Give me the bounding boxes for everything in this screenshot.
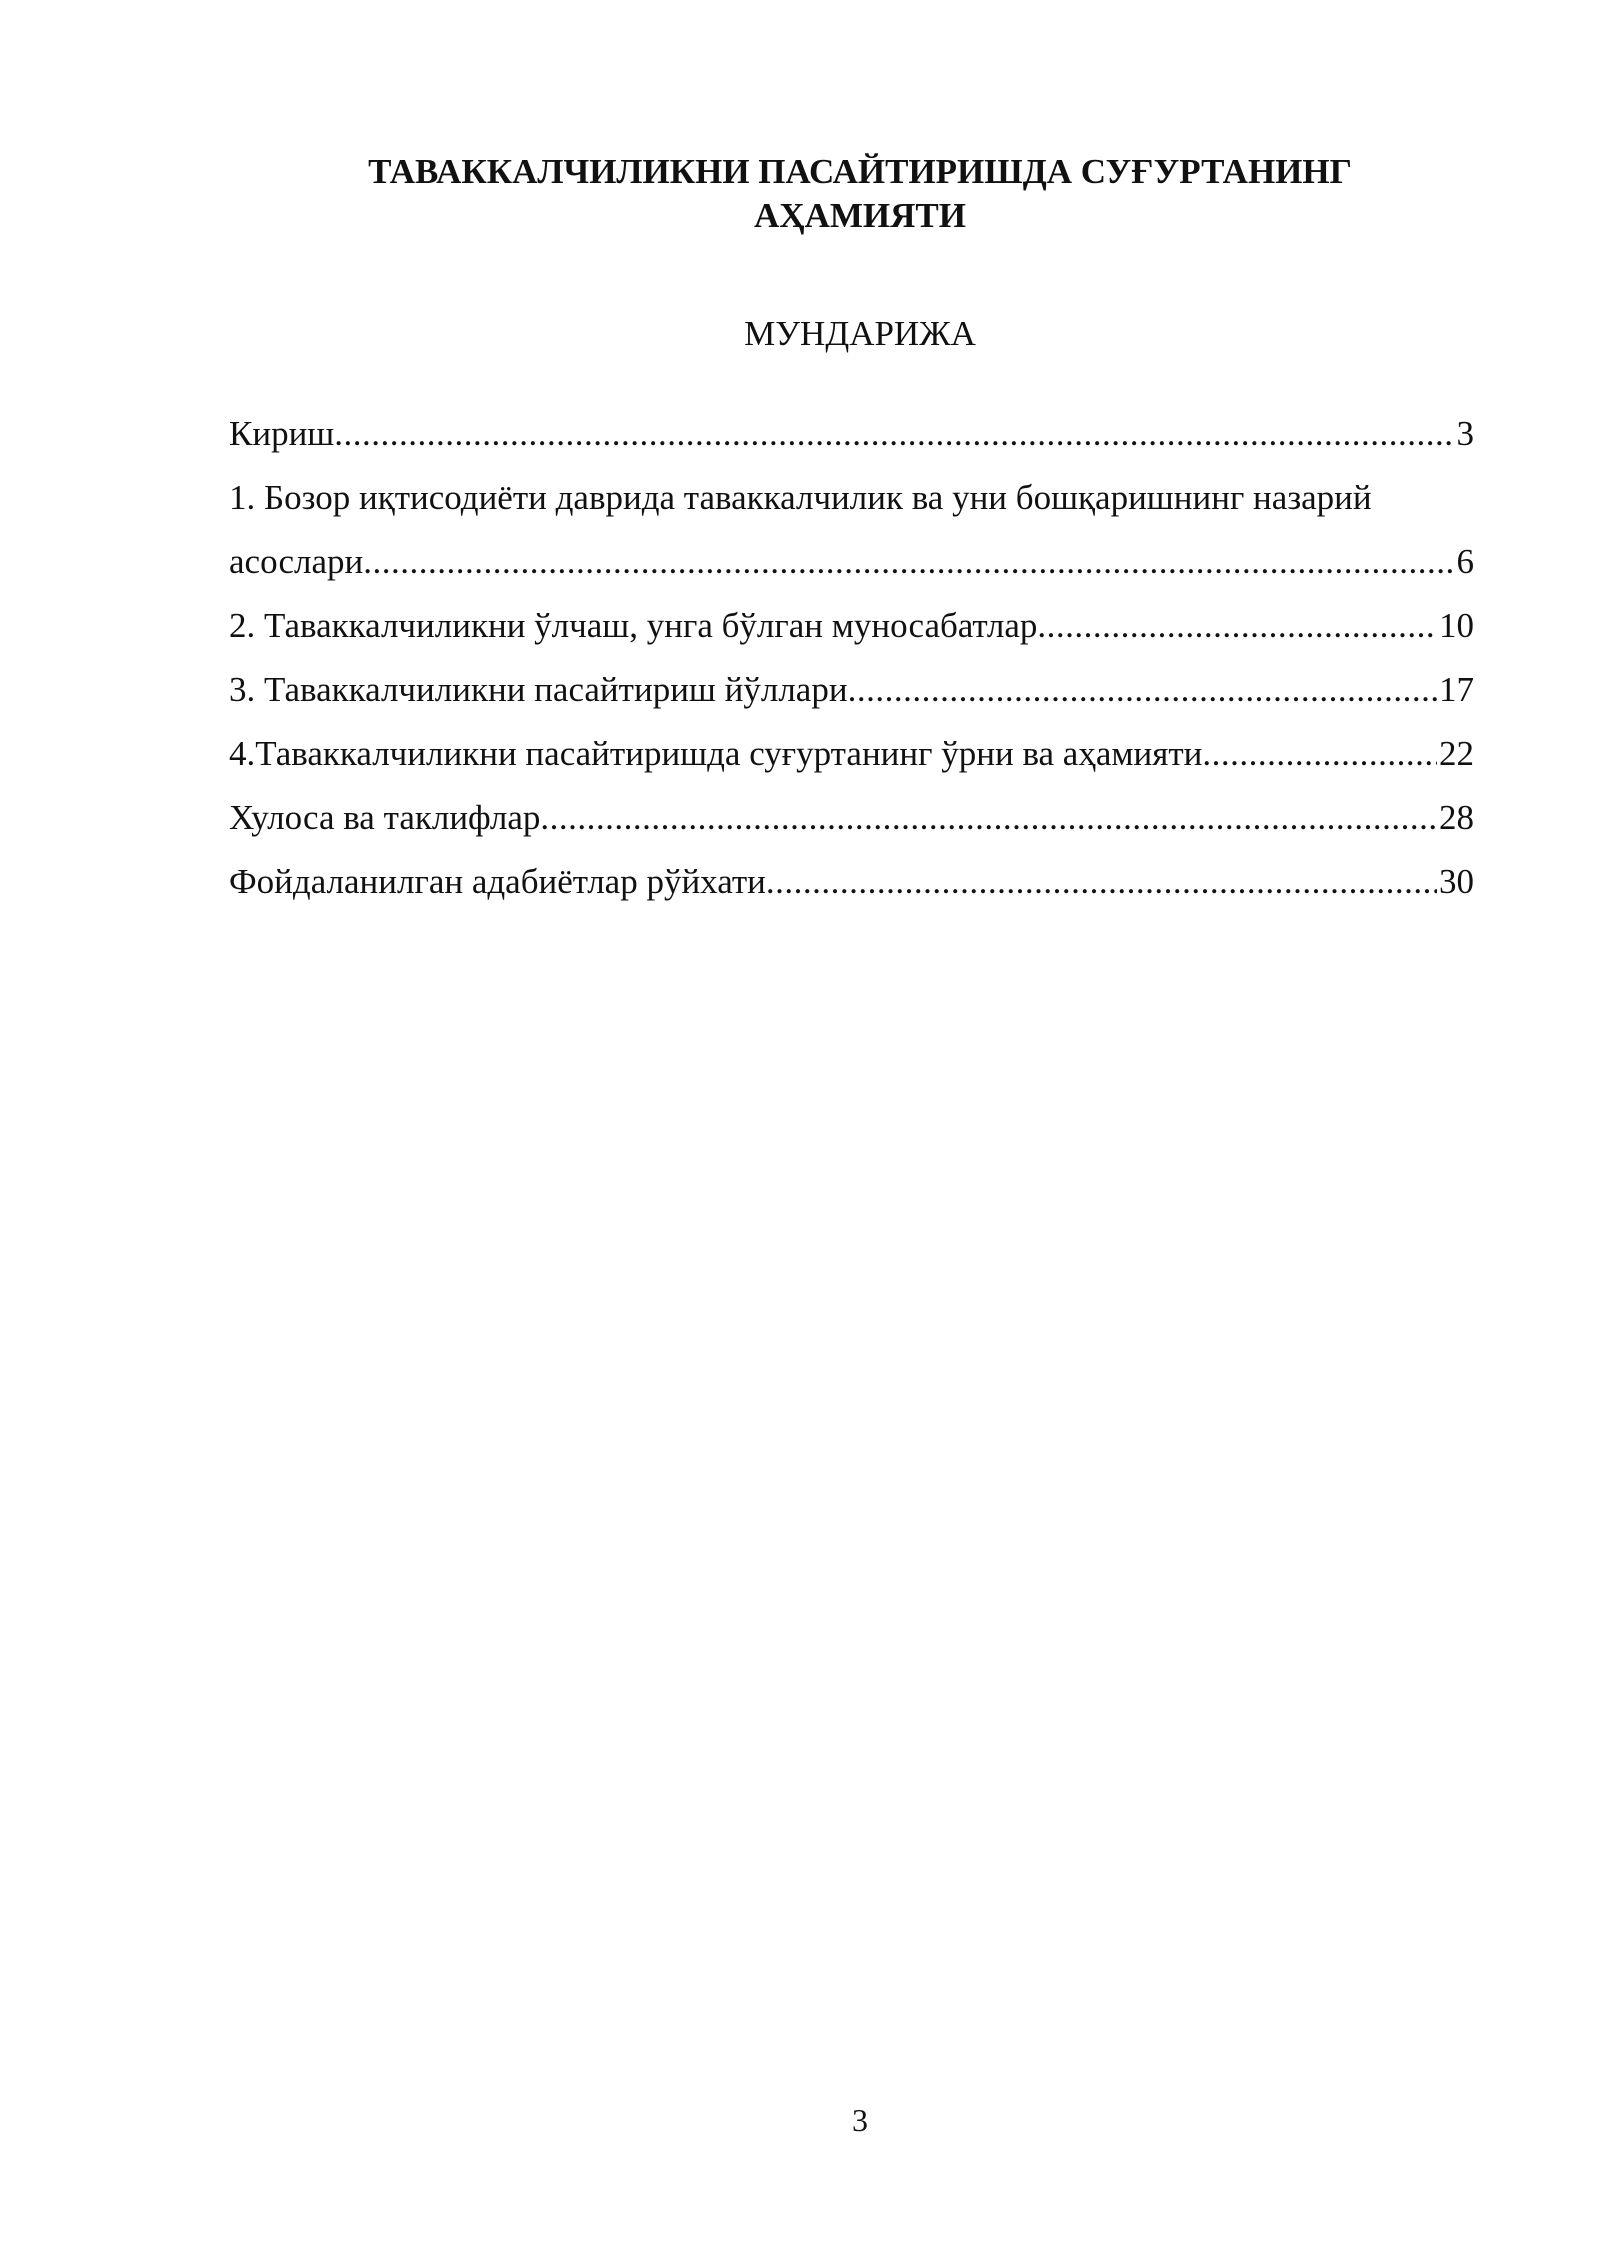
toc-entry-page: 30 [1439, 862, 1474, 901]
toc-entry-text: Кириш [229, 414, 335, 453]
toc-entry-text: Хулоса ва таклифлар [229, 798, 541, 837]
toc-entry-conclusion[interactable] [229, 786, 1474, 850]
toc-entry-page: 22 [1439, 734, 1474, 773]
toc-entry-text: 2. Таваккалчиликни ўлчаш, унга бўлган муносабатлар [229, 606, 1038, 645]
toc-entry-chapter-4[interactable] [229, 722, 1474, 786]
toc-entry-text: Фойдаланилган адабиётлар рўйхати [229, 862, 766, 901]
toc-entry-chapter-2[interactable] [229, 594, 1474, 658]
toc-entry-introduction[interactable] [229, 402, 1474, 466]
toc-dot-leader [766, 850, 1437, 914]
toc-entry-page: 3 [1456, 414, 1474, 453]
toc-dot-leader [334, 402, 1454, 466]
toc-dot-leader [1037, 594, 1437, 658]
toc-heading: МУНДАРИЖА [744, 314, 976, 353]
document-title-line-1: ТАВАККАЛЧИЛИКНИ ПАСАЙТИРИШДА СУҒУРТАНИНГ [368, 152, 1352, 191]
toc-entry-page: 10 [1439, 606, 1474, 645]
toc-dot-leader [363, 530, 1454, 594]
toc-entry-page: 28 [1439, 798, 1474, 837]
toc-entry-page: 17 [1439, 670, 1474, 709]
toc-entry-references[interactable] [229, 850, 1474, 914]
toc-entry-text: асослари [229, 542, 364, 581]
document-title [300, 150, 1420, 238]
toc-entry-text: 3. Таваккалчиликни пасайтириш йўллари [229, 670, 848, 709]
page-number: 3 [852, 2102, 868, 2138]
toc-entry-chapter-3[interactable] [229, 658, 1474, 722]
toc-dot-leader [540, 786, 1437, 850]
toc-entry-chapter-1-continued[interactable] [229, 530, 1474, 594]
document-title-line-2: АҲАМИЯТИ [754, 196, 966, 235]
toc-entry-chapter-1[interactable] [229, 466, 1474, 530]
toc-dot-leader [1202, 722, 1437, 786]
toc-dot-leader [848, 658, 1437, 722]
toc-entry-page: 6 [1456, 542, 1474, 581]
toc-entry-text: 4.Таваккалчиликни пасайтиришда суғуртанинг ўрни ва аҳамияти [229, 734, 1203, 773]
table-of-contents [229, 402, 1474, 914]
toc-entry-text: 1. Бозор иқтисодиёти даврида таваккалчилик ва уни бошқаришнинг назарий [229, 478, 1372, 517]
